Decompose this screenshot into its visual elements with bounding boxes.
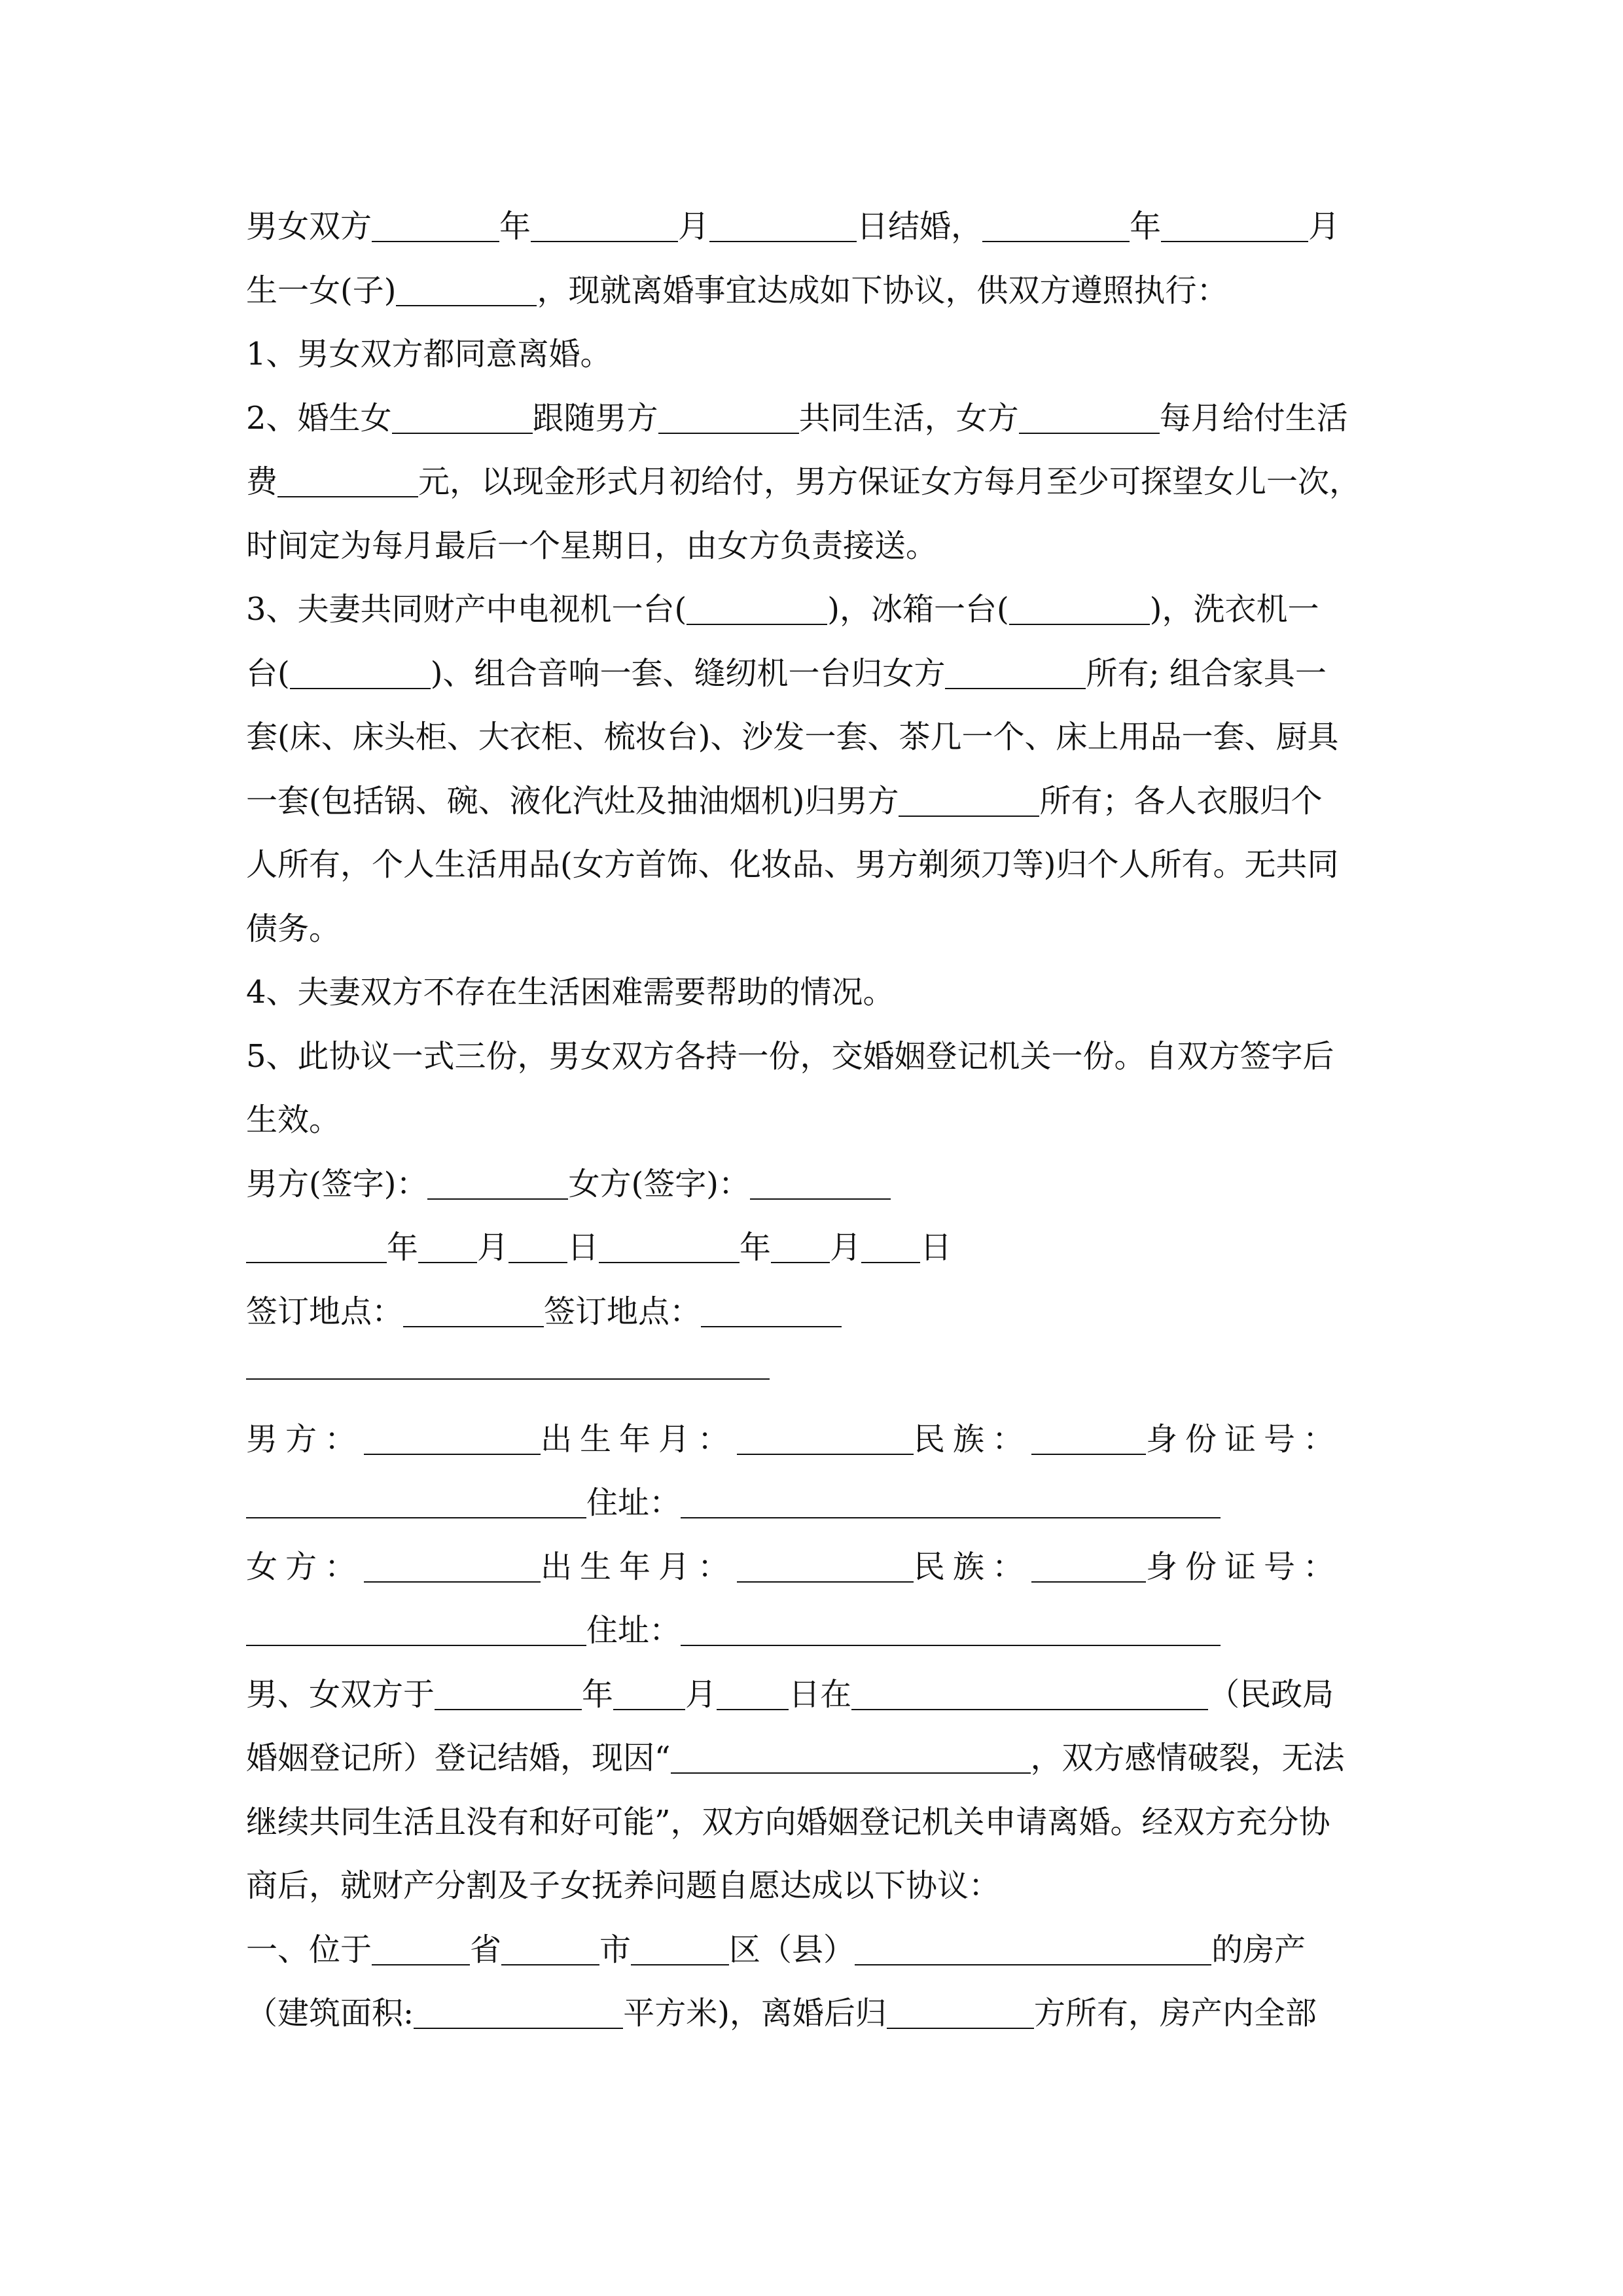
text: 月 <box>1308 208 1340 245</box>
text: 民族： <box>914 1548 1032 1585</box>
text: 平方米)，离婚后归 <box>623 1995 887 2032</box>
property-clause-cont <box>246 1982 1378 2046</box>
text: 身份证号： <box>1146 1420 1343 1458</box>
blank-field[interactable] <box>855 1929 1211 1965</box>
blank-field[interactable] <box>364 1418 541 1455</box>
blank-field[interactable] <box>681 1482 1221 1518</box>
blank-field[interactable] <box>681 1609 1221 1646</box>
agreement-body <box>246 195 1378 2046</box>
child-birth-line <box>246 259 1378 323</box>
blank-field[interactable] <box>701 1291 842 1327</box>
separator-line <box>246 1344 1378 1408</box>
registration-line <box>246 1663 1378 1727</box>
blank-field[interactable] <box>403 1291 544 1327</box>
blank-field[interactable] <box>392 397 533 434</box>
text: 共同生活，女方 <box>798 399 1019 437</box>
blank-field[interactable] <box>277 461 418 497</box>
text: 月 <box>830 1229 862 1266</box>
text: 月 <box>685 1676 717 1713</box>
text: 月 <box>477 1229 509 1266</box>
signature-line <box>246 1153 1378 1217</box>
text: 女方： <box>246 1548 365 1585</box>
text: 日在 <box>789 1676 852 1713</box>
blank-field[interactable] <box>658 397 799 434</box>
text: 台( <box>246 655 290 692</box>
divider <box>246 1378 770 1380</box>
text: 省 <box>470 1931 502 1968</box>
text: 年 <box>740 1229 772 1266</box>
clause-1 <box>246 323 1378 387</box>
male-signature-field[interactable] <box>427 1163 568 1200</box>
text: 年 <box>387 1229 419 1266</box>
text: 男方(签字)： <box>246 1165 428 1202</box>
blank-field[interactable] <box>508 1227 567 1263</box>
blank-field[interactable] <box>851 1674 1208 1710</box>
text: 5、此协议一式三份，男女双方各持一份，交婚姻登记机关一份。自双方签字后 <box>246 1037 1334 1075</box>
text: 签订地点： <box>544 1293 702 1330</box>
text: 每月给付生活 <box>1159 399 1348 437</box>
blank-field[interactable] <box>418 1227 477 1263</box>
text: 商后，就财产分割及子女抚养问题自愿达成以下协议： <box>246 1867 1001 1904</box>
clause-2-cont <box>246 450 1378 514</box>
text: ，双方感情破裂，无法 <box>1030 1740 1345 1776</box>
registration-cont <box>246 1791 1378 1855</box>
registration-cont <box>246 1854 1378 1918</box>
text: )、组合音响一套、缝纫机一台归女方 <box>430 655 946 692</box>
text: 4、夫妻双方不存在生活困难需要帮助的情况。 <box>246 974 895 1011</box>
text: 人所有，个人生活用品(女方首饰、化妆品、男方剃须刀等)归个人所有。无共同 <box>246 846 1339 883</box>
text: 继续共同生活且没有和好可能”，双方向婚姻登记机关申请离婚。经双方充分协 <box>246 1803 1330 1840</box>
text: 一套(包括锅、碗、液化汽灶及抽油烟机)归男方 <box>246 782 899 819</box>
blank-field[interactable] <box>737 1546 914 1583</box>
signature-date-line <box>246 1216 1378 1280</box>
text: 身份证号： <box>1146 1548 1343 1585</box>
signing-place-line <box>246 1280 1378 1344</box>
clause-5-cont <box>246 1088 1378 1153</box>
blank-field[interactable] <box>501 1929 599 1965</box>
blank-field[interactable] <box>1009 588 1150 625</box>
text: 区（县） <box>729 1931 855 1968</box>
text: 所有；各人衣服归个 <box>1039 782 1323 819</box>
clause-2 <box>246 387 1378 451</box>
male-info-line <box>246 1408 1378 1472</box>
clause-3 <box>246 578 1378 642</box>
registration-cont <box>246 1727 1378 1791</box>
blank-field[interactable] <box>599 1227 740 1263</box>
text: 年 <box>582 1676 614 1713</box>
text: 民族： <box>914 1420 1032 1458</box>
text: 时间定为每月最后一个星期日，由女方负责接送。 <box>246 527 938 564</box>
text: 套(床、床头柜、大衣柜、梳妆台)、沙发一套、茶几一个、床上用品一套、厨具 <box>246 719 1339 755</box>
blank-field[interactable] <box>899 780 1039 817</box>
text: 方所有，房产内全部 <box>1033 1995 1317 2032</box>
blank-field[interactable] <box>396 270 537 306</box>
text: 费 <box>246 463 278 500</box>
text: 元，以现金形式月初给付，男方保证女方每月至少可探望女儿一次， <box>418 463 1361 500</box>
text: 日结婚， <box>857 208 983 245</box>
clause-2-cont <box>246 514 1378 579</box>
text: 一、位于 <box>246 1931 372 1968</box>
text: 住址： <box>586 1484 681 1521</box>
text: 婚姻登记所）登记结婚，现因“ <box>246 1740 671 1776</box>
blank-field[interactable] <box>717 1674 789 1710</box>
text: 住址： <box>586 1612 681 1649</box>
blank-field[interactable] <box>737 1418 914 1455</box>
blank-field[interactable] <box>372 206 499 242</box>
text: 日 <box>567 1229 599 1266</box>
blank-field[interactable] <box>531 206 678 242</box>
clause-3-cont <box>246 706 1378 770</box>
text: 出生年月： <box>541 1420 738 1458</box>
text: 日 <box>920 1229 952 1266</box>
blank-field[interactable] <box>613 1674 685 1710</box>
clause-3-cont <box>246 897 1378 961</box>
text: 男方： <box>246 1420 365 1458</box>
blank-field[interactable] <box>687 588 827 625</box>
blank-field[interactable] <box>246 1227 387 1263</box>
text: 跟随男方 <box>532 399 658 437</box>
property-clause <box>246 1918 1378 1982</box>
blank-field[interactable] <box>771 1227 830 1263</box>
clause-4 <box>246 961 1378 1025</box>
text: 1、男女双方都同意离婚。 <box>246 336 612 372</box>
clause-5 <box>246 1025 1378 1089</box>
text: ，现就离婚事宜达成如下协议，供双方遵照执行： <box>537 272 1228 309</box>
female-address-line <box>246 1599 1378 1663</box>
text: 市 <box>599 1931 632 1968</box>
blank-field[interactable] <box>887 1992 1034 2029</box>
text: 年 <box>499 208 531 245</box>
blank-field[interactable] <box>1031 1546 1146 1583</box>
clause-3-cont <box>246 833 1378 897</box>
text: （建筑面积: <box>246 1995 414 2032</box>
blank-field[interactable] <box>945 653 1086 689</box>
blank-field[interactable] <box>1161 206 1308 242</box>
text: 所有; 组合家具一 <box>1086 655 1327 692</box>
clause-3-cont <box>246 642 1378 706</box>
marriage-date-line <box>246 195 1378 259</box>
text: 3、夫妻共同财产中电视机一台( <box>246 591 687 628</box>
blank-field[interactable] <box>364 1546 541 1583</box>
female-info-line <box>246 1535 1378 1600</box>
female-signature-field[interactable] <box>750 1163 891 1200</box>
blank-field[interactable] <box>861 1227 920 1263</box>
text: （民政局 <box>1208 1676 1334 1713</box>
blank-field[interactable] <box>290 653 431 689</box>
male-address-line <box>246 1471 1378 1535</box>
blank-field[interactable] <box>982 206 1130 242</box>
blank-field[interactable] <box>414 1992 623 2029</box>
clause-3-cont <box>246 770 1378 834</box>
text: 出生年月： <box>541 1548 738 1585</box>
text: )，洗衣机一 <box>1149 591 1319 628</box>
text: 年 <box>1130 208 1162 245</box>
text: 女方(签字)： <box>568 1165 750 1202</box>
text: 生一女(子) <box>246 272 397 309</box>
blank-field[interactable] <box>435 1674 582 1710</box>
text: 债务。 <box>246 910 341 947</box>
text: 生效。 <box>246 1102 341 1138</box>
blank-field[interactable] <box>246 1482 586 1518</box>
blank-field[interactable] <box>631 1929 729 1965</box>
text: 的房产 <box>1211 1931 1306 1968</box>
text: 月 <box>678 208 710 245</box>
blank-field[interactable] <box>246 1609 586 1646</box>
text: )，冰箱一台( <box>827 591 1009 628</box>
blank-field[interactable] <box>671 1737 1031 1774</box>
blank-field[interactable] <box>1019 397 1160 434</box>
blank-field[interactable] <box>1031 1418 1146 1455</box>
text: 男女双方 <box>246 208 372 245</box>
blank-field[interactable] <box>709 206 857 242</box>
text: 签订地点： <box>246 1293 404 1330</box>
text: 2、婚生女 <box>246 399 392 437</box>
text: 男、女双方于 <box>246 1676 435 1713</box>
blank-field[interactable] <box>372 1929 470 1965</box>
